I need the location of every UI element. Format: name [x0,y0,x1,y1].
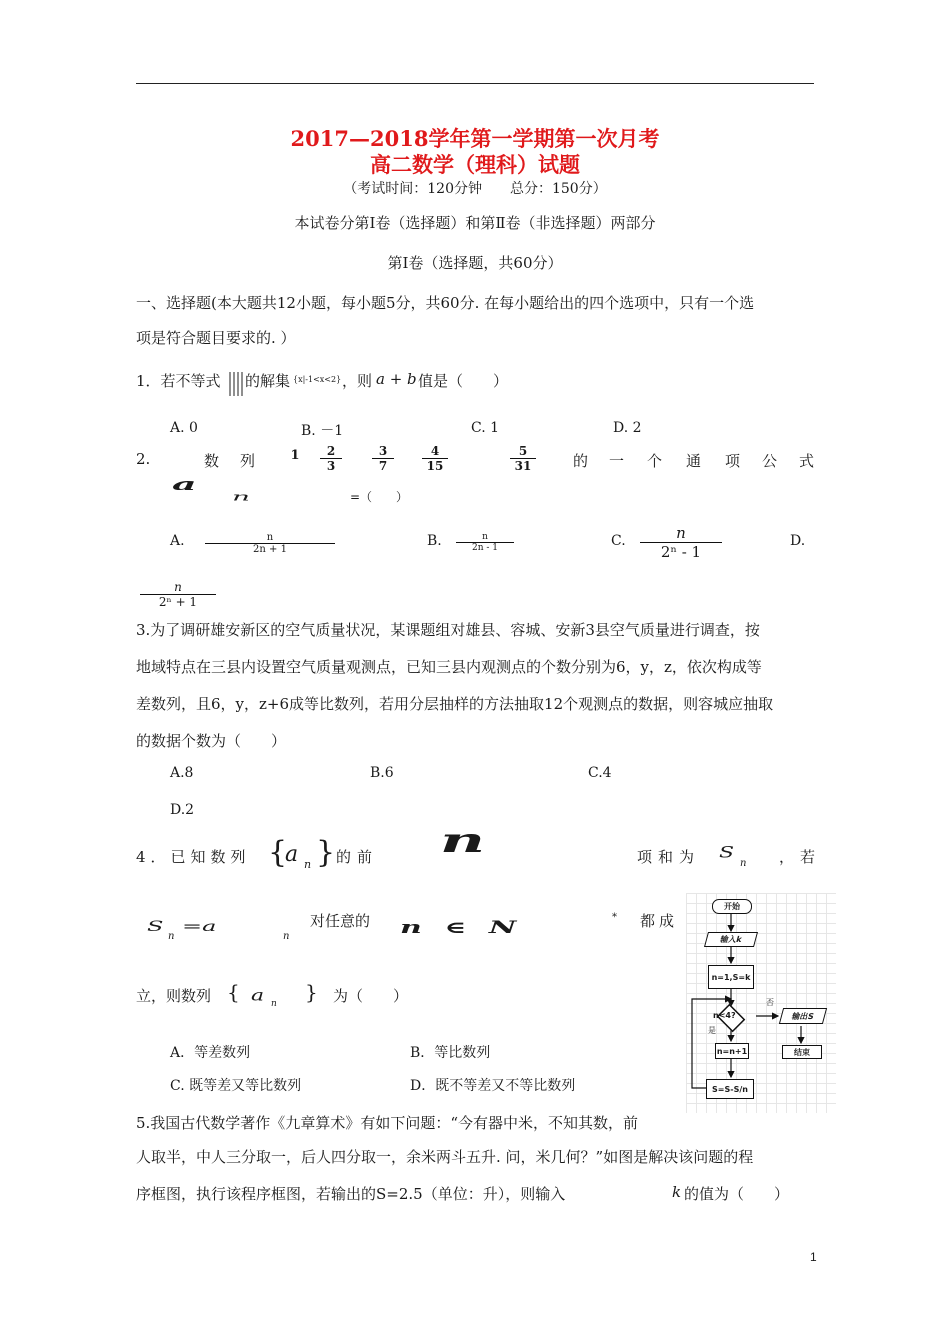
title-line2: 高二数学（理科）试题 [370,152,580,177]
q1-option-d: D. 2 [613,420,642,436]
flowchart-step2: S=S-S/n [706,1079,754,1099]
q5-line1: 5.我国古代数学著作《九章算术》有如下问题：“今有器中米，不知其数，前 [136,1114,638,1132]
q3-line3: 差数列，且6，y，z+6成等比数列，若用分层抽样的方法抽取12个观测点的数据，则容城应抽取 [136,695,774,713]
q4-text-xiang: 项和为 [637,848,701,866]
q2-char: 通 [686,452,702,470]
q2-seq-den: 31 [514,459,532,473]
q2-an-subscript: n [232,490,251,504]
flowchart-step1: n=n+1 [715,1043,749,1059]
q2-seq-term [372,444,394,473]
q5-line3: 序框图，执行该程序框图，若输出的S=2.5（单位：升），则输入 [136,1185,566,1203]
exam-info: （考试时间：120分钟 总分：150分） [343,181,607,197]
q2-option-b-label: B. [427,533,442,549]
q1-option-c: C. 1 [471,420,500,436]
q1-expr: a + b [376,370,417,388]
q2-option-a-frac [205,532,335,555]
q2-seq-term [510,444,536,473]
brace-left: { [227,980,240,1004]
q2-seq-den: 7 [378,459,388,473]
q4-line3-an: a [251,987,265,1005]
q4-eq-a-sub: n [283,931,290,942]
q2-option-a-label: A. [170,533,185,549]
frac-den: 2ⁿ + 1 [158,595,198,609]
q2-seq-term [422,444,448,473]
q4-text-qian: 的前 [336,848,379,866]
title-line1: 2017—2018学年第一学期第一次月考 [290,126,660,151]
q4-text-ruo: ，若 [779,848,822,866]
q2-option-c-label: C. [611,533,626,549]
part1-title: 第Ⅰ卷（选择题，共60分） [387,254,563,272]
q3-line1: 3.为了调研雄安新区的空气质量状况，某课题组对雄县、容城、安新3县空气质量进行调查，按 [136,621,760,639]
q1-text-b: 的解集 [245,372,291,390]
q5-k: k [672,1183,682,1201]
q4-option-a: A．等差数列 [170,1045,251,1061]
q4-text-dou: 都成 [640,912,679,930]
q2-char: 个 [647,452,663,470]
q3-option-b: B.6 [370,765,394,781]
q2-char: 公 [762,452,778,470]
q3-line2: 地域特点在三县内设置空气质量观测点，已知三县内观测点的个数分别为6，y，z，依次构成等 [136,658,762,676]
q2-char: 的 [573,452,589,470]
q2-seq-num: 5 [518,444,528,458]
q4-an: a [285,842,299,867]
q4-eq-mid: =a [182,918,217,935]
flowchart-end: 结束 [782,1045,822,1059]
frac-den: 2ⁿ - 1 [660,543,702,561]
q4-an-sub: n [304,858,312,871]
q1-set: {x|-1<x<2} [293,375,342,384]
flowchart-no: 否 [766,998,774,1007]
q5-line3-end: 的值为（ ） [684,1185,790,1203]
q2-option-d-frac [140,580,216,609]
q2-char: 项 [725,452,741,470]
q4-line3-b: 为（ ） [333,987,409,1005]
q4-text-any: 对任意的 [310,912,371,930]
q1-option-b: B. －1 [301,423,344,439]
page-number: 1 [810,1250,817,1264]
frac-den: 2n - 1 [471,543,498,553]
q2-seq-term [285,448,305,463]
q2-seq-den: 15 [426,459,444,473]
section1-line1: 一、选择题(本大题共12小题，每小题5分，共60分. 在每小题给出的四个选项中，只有一个选 [136,294,755,312]
q5-line2: 人取半，中人三分取一，后人四分取一，余米两斗五升. 问，米几何？”如图是解决该问题的程 [136,1148,754,1166]
q2-option-b-frac [456,532,514,553]
q3-line4: 的数据个数为（ ） [136,732,287,750]
flowchart [686,893,836,1113]
q2-char: 式 [799,452,815,470]
q4-option-c: C. 既等差又等比数列 [170,1078,302,1094]
q2-an-symbol: a [172,474,197,495]
q2-char: 一 [609,452,625,470]
frac-den: 2n + 1 [253,544,287,555]
flowchart-input: 输入k [704,932,758,947]
frac-num: n [174,580,182,594]
section1-line2: 项是符合题目要求的. ） [136,329,296,347]
q3-option-c: C.4 [588,765,612,781]
top-rule [136,83,814,84]
q4-option-d: D．既不等差又不等比数列 [410,1078,576,1094]
q4-membership: n ∈ N [400,918,523,938]
q4-eq-s: S [147,918,164,935]
flowchart-output: 输出S [779,1008,827,1024]
q2-eq: =（ ） [350,490,409,504]
q1-inequality-image [229,372,243,396]
flowchart-start: 开始 [712,899,752,914]
frac-num: n [676,524,686,542]
q1-text-c: ，则 [342,372,373,390]
q4-sn-sub: n [740,858,747,869]
flowchart-yes: 是 [708,1026,716,1035]
intro: 本试卷分第Ⅰ卷（选择题）和第Ⅱ卷（非选择题）两部分 [294,214,656,232]
q2-option-c-frac [640,524,722,561]
flowchart-cond: n<4? [713,1011,736,1020]
brace-right: } [305,980,318,1004]
q2-option-d-label: D. [790,533,806,549]
q2-seq-num: 1 [290,448,300,463]
brace-left: { [268,835,288,870]
q2-seq-den: 3 [326,459,336,473]
q2-char: 列 [240,452,256,470]
flowchart-init: n=1,S=k [708,965,754,989]
frac-num: n [266,532,274,543]
q1-option-a: A. 0 [170,420,198,436]
q2-seq-num: 2 [326,444,336,458]
q1-text-d: 值是（ ） [418,372,509,390]
q2-seq-num: 4 [430,444,440,458]
frac-num: n [482,532,488,542]
q4-sn: S [719,844,735,862]
q3-option-d: D.2 [170,802,195,818]
q4-line3-a: 立，则数列 [136,987,212,1005]
q4-big-n: n [440,820,484,861]
q1-text-a: 1．若不等式 [136,372,221,390]
q4-line3-an-sub: n [271,999,277,1009]
q4-eq-s-sub: n [168,931,175,942]
q2-char: 数 [204,452,220,470]
q4-star: * [612,912,617,923]
q3-option-a: A.8 [170,765,194,781]
q4-option-b: B．等比数列 [410,1045,491,1061]
q2-seq-num: 3 [378,444,388,458]
q2-seq-term [320,444,342,473]
brace-right: } [316,835,336,870]
q2-num: 2. [136,450,151,468]
q4-num: 4．已知数列 [136,848,251,866]
